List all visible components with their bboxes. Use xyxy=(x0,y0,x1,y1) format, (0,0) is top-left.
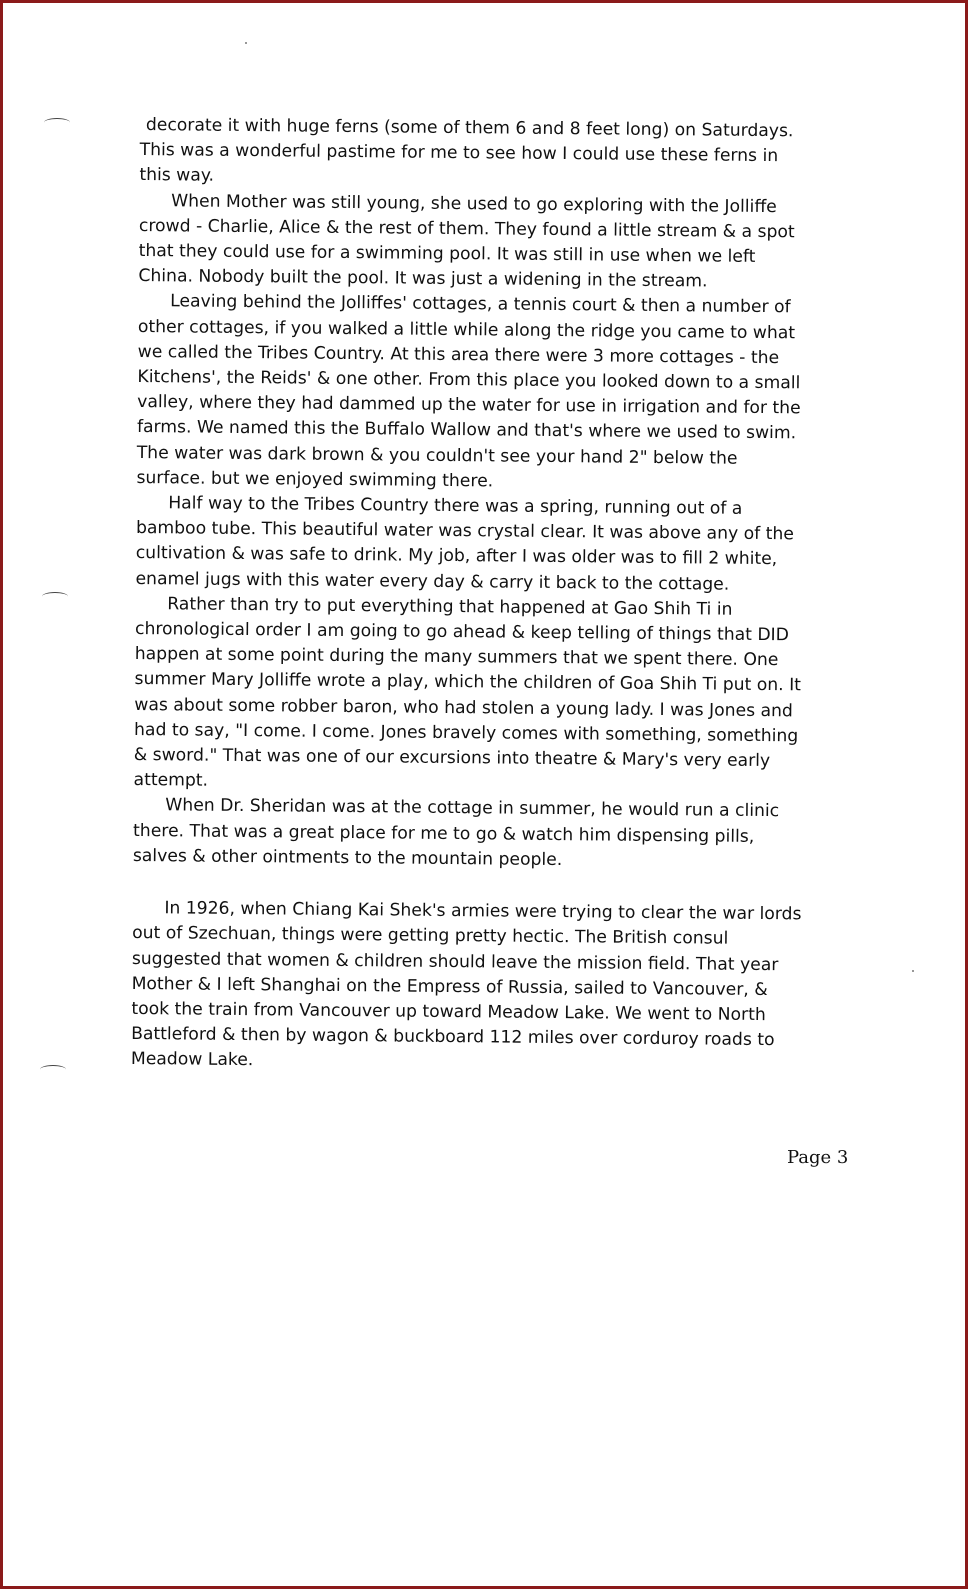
paragraph: Leaving behind the Jolliffes' cottages, a tennis court & then a number of other cottages, if you walked a little while along the ridge you came to what we called the Tribes Country. At this area there were 3 more cottages - the Kitchens', the Reids' & one other. From this place you looked down to a small valley, where they had dammed up the water for use in irrigation and for the farms. We named this the Buffalo Wallow and that's where we used to swim. The water was dark brown & you couldn't see your hand 2" below the surface. but we enjoyed swimming there. xyxy=(136,291,801,492)
scan-mark xyxy=(44,118,70,127)
scan-dot xyxy=(912,970,914,972)
scan-mark xyxy=(40,1065,66,1074)
paragraph: In 1926, when Chiang Kai Shek's armies were trying to clear the war lords out of Szechuan, things were getting pretty hectic. The British consul suggested that women & children should leave the mission field. That year Mother & I left Shanghai on the Empress of Russia, sailed to Vancouver, & took the train from Vancouver up toward Meadow Lake. We went to North Battleford & then by wagon & buckboard 112 miles over corduroy roads to Meadow Lake. xyxy=(130,898,802,1071)
paragraph: Half way to the Tribes Country there was a spring, running out of a bamboo tube. This beautiful water was crystal clear. It was above any of the cultivation & was safe to drink. My job, after I was older was to fill 2 white, enamel jugs with this water every day & carry it back to the cottage. xyxy=(135,493,795,595)
paragraph: Rather than try to put everything that happened at Gao Shih Ti in chronological order I am going to go ahead & keep telling of things that DID happen at some point during the many summers that we spent there. One summer Mary Jolliffe wrote a play, which the children of Goa Shih Ti put on. It was about some robber baron, who had stolen a young lady. I was Jones and had to say, "I come. I come. Jones bravely comes with something, something & sword." That was one of our excursions into theatre & Mary's very early attempt. xyxy=(133,594,802,791)
paragraph: When Mother was still young, she used to go exploring with the Jolliffe crowd - Charlie, Alice & the rest of them. They found a little stream & a spot that they could use for a swimming pool. It was still in use when we left China. Nobody built the pool. It was just a widening in the stream. xyxy=(138,190,795,292)
paragraph: When Dr. Sheridan was at the cottage in summer, he would run a clinic there. That was a great place for me to go & watch him dispensing pills, salves & other ointments to the mountain people. xyxy=(132,795,780,870)
document-body xyxy=(131,113,810,1079)
paragraph: decorate it with huge ferns (some of them 6 and 8 feet long) on Saturdays. This was a wonderful pastime for me to see how I could use these ferns in this way. xyxy=(139,115,794,187)
page-number: Page 3 xyxy=(787,1147,849,1168)
scan-mark xyxy=(42,592,68,601)
scan-dot xyxy=(245,42,247,44)
